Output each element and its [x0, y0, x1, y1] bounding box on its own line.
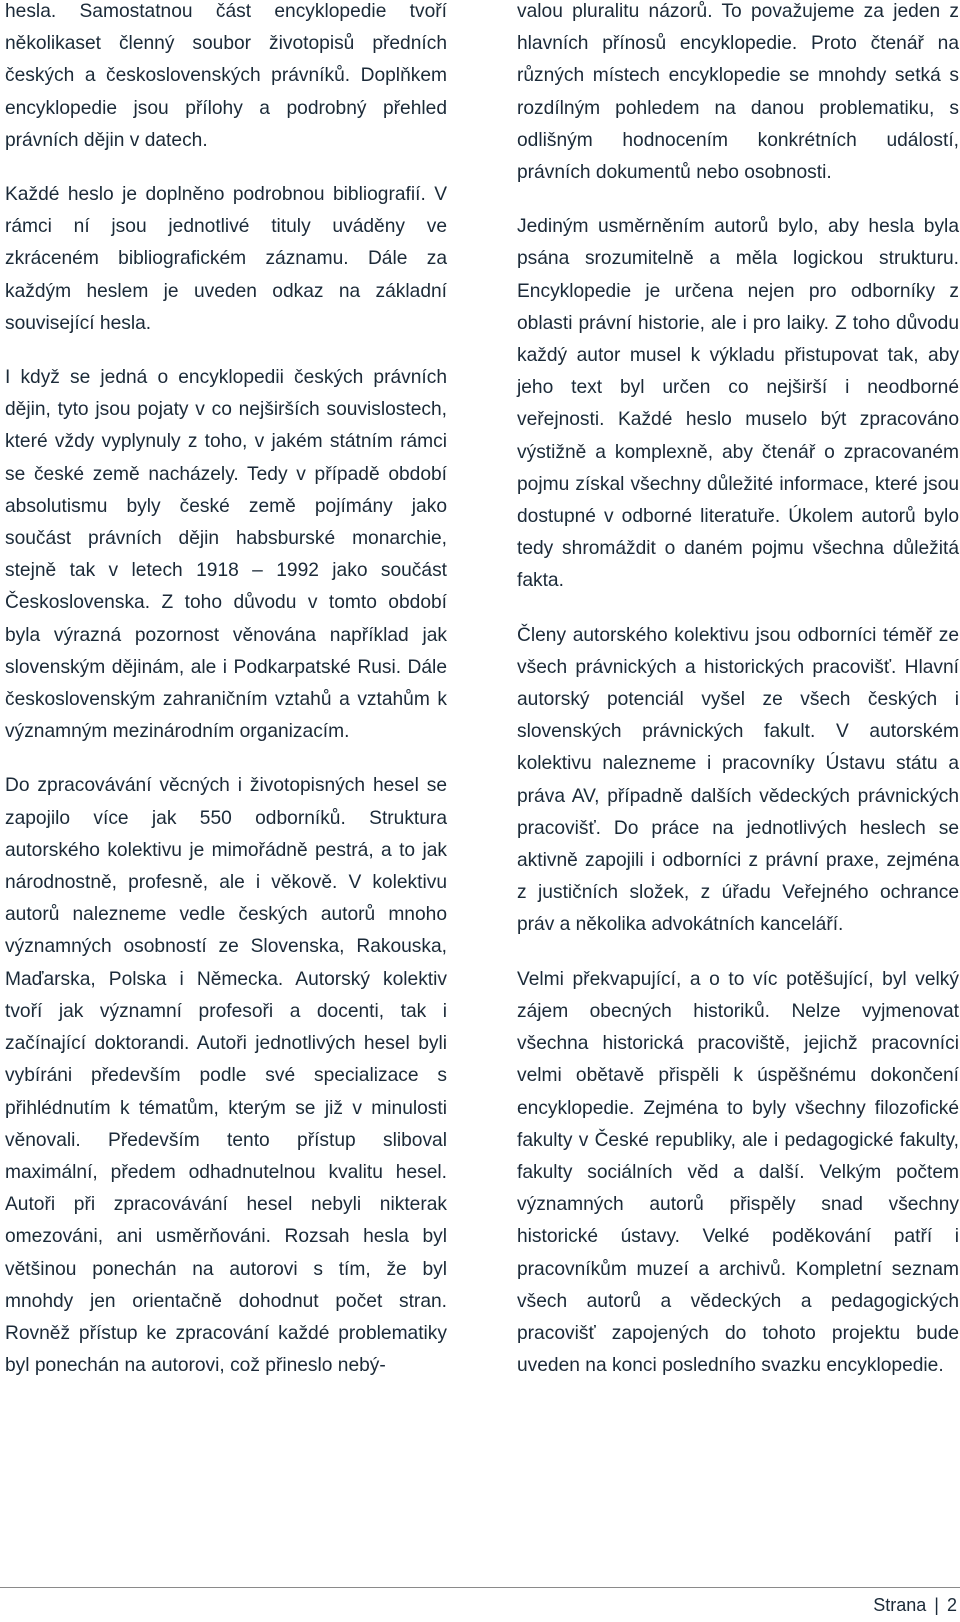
paragraph: Každé heslo je doplněno podrobnou bibliografií. V rámci ní jsou jednotlivé tituly uváděny ve zkráceném bibliografickém záznamu. Dále za každým heslem je uveden odkaz na základní související hesla.	[5, 184, 447, 334]
paragraph: valou pluralitu názorů. To považujeme za jeden z hlavních přínosů encyklopedie. Proto čtenář na různých místech encyklopedie se mnohdy setká s rozdílným pohledem na danou problematiku, s odlišným hodnocením konkrétních událostí, právních dokumentů nebo osobnosti.	[517, 1, 959, 184]
paragraph: Do zpracovávání věcných i životopisných hesel se zapojilo více jak 550 odborníků. Struktura autorského kolektivu je mimořádně pestrá, a to jak národnostně, profesně, ale i věkově. V kolektivu autorů nalezneme vedle českých autorů mnoho významných osobností ze Slovenska, Rakouska, Maďarska, Polska i Německa. Autorský kolektiv tvoří jak významní profesoři a docenti, tak i začínající doktorandi. Autoři jednotlivých hesel byli vybíráni především podle své specializace s přihlédnutím k tématům, kterým se již v minulosti věnovali. Především tento přístup sliboval maximální, předem odhadnutelnou kvalitu hesel. Autoři při zpracovávání hesel nebyli nikterak omezováni, ani usměrňováni. Rozsah hesla byl většinou ponechán na autorovi s tím, že byl mnohdy jen orientačně dohodnut počet stran. Rovněž přístup ke zpracování každé problematiky byl ponechán na autorovi, což přineslo nebý-	[5, 775, 447, 1377]
paragraph: hesla. Samostatnou část encyklopedie tvoří několikaset členný soubor životopisů předních českých a československých právníků. Doplňkem encyklopedie jsou přílohy a podrobný přehled právních dějin v datech.	[5, 1, 447, 151]
footer-separator: |	[934, 1595, 939, 1615]
paragraph: Velmi překvapující, a o to víc potěšující, byl velký zájem obecných historiků. Nelze vyjmenovat všechna historická pracoviště, jejichž pracovníci velmi obětavě přispěli k úspěšnému dokončení encyklopedie. Zejména to byly všechny filozofické fakulty v České republiky, ale i pedagogické fakulty, fakulty sociálních věd a další. Velkým počtem významných autorů přispěly snad všechny historické ústavy. Velké poděkování patří i pracovníkům muzeí a archivů. Kompletní seznam všech autorů a vědeckých a pedagogických pracovišť zapojených do tohoto projektu bude uveden na konci posledního svazku encyklopedie.	[517, 968, 959, 1377]
right-column	[517, 0, 959, 1382]
page-label: Strana	[873, 1595, 927, 1615]
page-footer	[873, 1593, 957, 1617]
paragraph: Členy autorského kolektivu jsou odborníci téměř ze všech právnických a historických pracovišť. Hlavní autorský potenciál vyšel ze všech českých i slovenských právnických fakult. V autorském kolektivu nalezneme i pracovníky Ústavu státu a práva AV, případně dalších vědeckých právnických pracovišť. Do práce na jednotlivých heslech se aktivně zapojili i odborníci z právní praxe, zejména z justičních složek, z úřadu Veřejného ochrance práv a několika advokátních kanceláří.	[517, 624, 959, 936]
left-column	[5, 0, 447, 1382]
footer-divider	[0, 1587, 960, 1588]
paragraph: Jediným usměrněním autorů bylo, aby hesla byla psána srozumitelně a měla logickou strukturu. Encyklopedie je určena nejen pro odborníky z oblasti právní historie, ale i pro laiky. Z toho důvodu každý autor musel k výkladu přistupovat tak, aby jeho text byl určen co nejširší i neodborné veřejnosti. Každé heslo muselo být zpracováno výstižně a komplexně, aby čtenář o zpracovaném pojmu získal všechny důležité informace, které jsou dostupné v odborné literatuře. Úkolem autorů bylo tedy shromáždit o daném pojmu všechna důležitá fakta.	[517, 216, 959, 592]
paragraph: I když se jedná o encyklopedii českých právních dějin, tyto jsou pojaty v co nejširších souvislostech, které vždy vyplynuly z toho, v jakém státním rámci se české země nacházely. Tedy v případě období absolutismu byly české země pojímány jako součást právních dějin habsburské monarchie, stejně tak v letech 1918 – 1992 jako součást Československa. Z toho důvodu v tomto období byla výrazná pozornost věnována například jak slovenským dějinám, ale i Podkarpatské Rusi. Dále československým zahraničním vztahů a vztahům k významným mezinárodním organizacím.	[5, 367, 447, 743]
page-number: 2	[946, 1595, 957, 1615]
